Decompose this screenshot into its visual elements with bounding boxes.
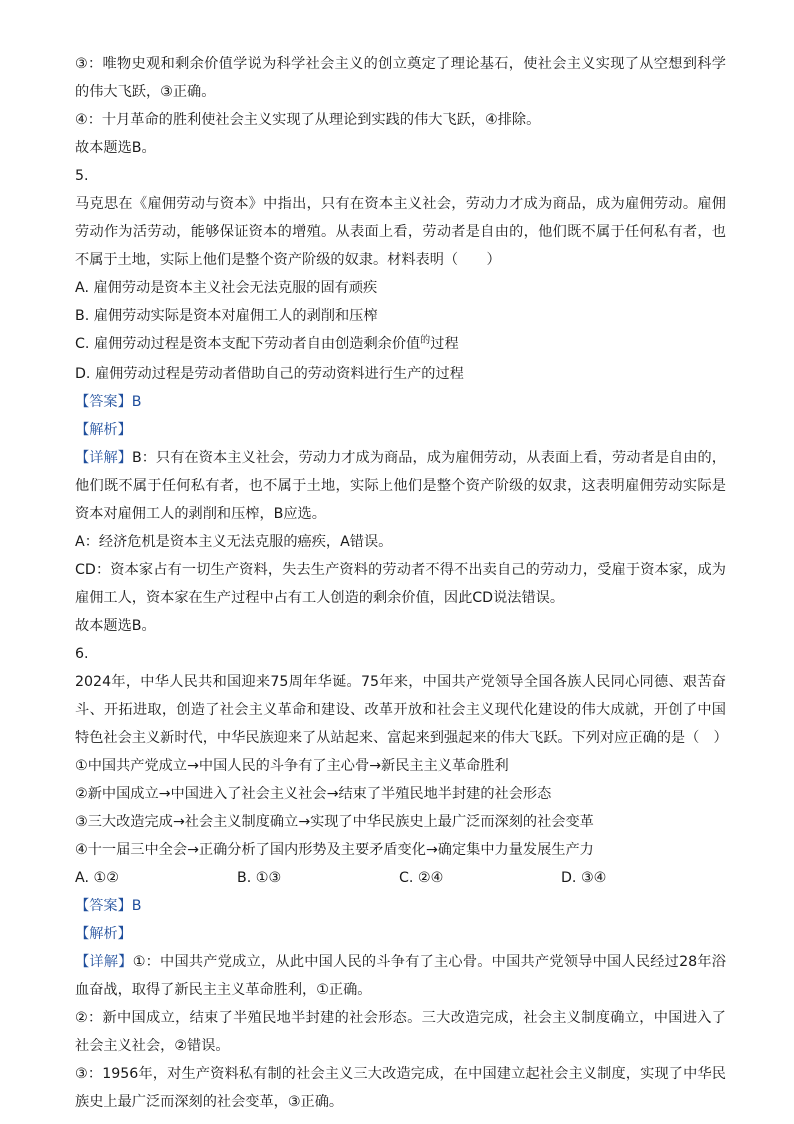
- q5-detail-tag: 【详解】: [75, 450, 132, 466]
- q5-detail: [75, 444, 726, 528]
- q5-option-c-sup: 的: [420, 335, 431, 346]
- q5-stem: 马克思在《雇佣劳动与资本》中指出，只有在资本主义社会，劳动力才成为商品，成为雇佣劳动。雇佣劳动作为活劳动，能够保证资本的增殖。从表面上看，劳动者是自由的，他们既不属于任何私有者，也不属于土地，实际上他们是整个资产阶级的奴隶。材料表明（ ）: [75, 196, 726, 268]
- q5-analysis-tag: 【解析】: [75, 422, 132, 438]
- q6-option-b: B. ①③: [237, 870, 282, 886]
- q6-detail-text: ①：中国共产党成立，从此中国人民的斗争有了主心骨。中国共产党领导中国人民经过28年浴血奋战，取得了新民主主义革命胜利，①正确。: [75, 954, 726, 998]
- q5-explain-a: A：经济危机是资本主义无法克服的癌疾，A错误。: [75, 534, 393, 550]
- q6-options: [75, 864, 726, 892]
- q6-item1: ①中国共产党成立→中国人民的斗争有了主心骨→新民主主义革命胜利: [75, 758, 509, 774]
- q6-analysis-tag: 【解析】: [75, 926, 132, 942]
- q6-explain-3: ③：1956年，对生产资料私有制的社会主义三大改造完成，在中国建立起社会主义制度，实现了中华民族史上最广泛而深刻的社会变革，③正确。: [75, 1066, 727, 1110]
- q5-conclusion: 故本题选B。: [75, 618, 156, 634]
- q6-answer: 【答案】B: [75, 898, 142, 914]
- q5-option-b: B. 雇佣劳动实际是资本对雇佣工人的剥削和压榨: [75, 308, 378, 324]
- q5-option-c: [75, 330, 726, 360]
- q5-option-d: D. 雇佣劳动过程是劳动者借助自己的劳动资料进行生产的过程: [75, 366, 464, 382]
- q5-option-a: A. 雇佣劳动是资本主义社会无法克服的固有顽疾: [75, 280, 378, 296]
- q6-explain-2: ②：新中国成立，结束了半殖民地半封建的社会形态。三大改造完成，社会主义制度确立，中国进入了社会主义社会，②错误。: [75, 1010, 726, 1054]
- q5-option-c-end: 过程: [430, 336, 459, 352]
- q5-explain-cd: CD：资本家占有一切生产资料，失去生产资料的劳动者不得不出卖自己的劳动力，受雇于资本家，成为雇佣工人，资本家在生产过程中占有工人创造的剩余价值，因此CD说法错误。: [75, 562, 726, 606]
- q6-option-d: D. ③④: [561, 870, 607, 886]
- q6-stem: 2024年，中华人民共和国迎来75周年华诞。75年来，中国共产党领导全国各族人民同心同德、艰苦奋斗、开拓进取，创造了社会主义革命和建设、改革开放和社会主义现代化建设的伟大成就，开创了中国特色社会主义新时代，中华民族迎来了从站起来、富起来到强起来的伟大飞跃。下列对应正确的是（ ）: [75, 674, 728, 746]
- q5-answer: 【答案】B: [75, 394, 142, 410]
- q5-option-c-main: C. 雇佣劳动过程是资本支配下劳动者自由创造剩余价值: [75, 336, 421, 352]
- q6-item2: ②新中国成立→中国进入了社会主义社会→结束了半殖民地半封建的社会形态: [75, 786, 552, 802]
- q4-conclusion: 故本题选B。: [75, 140, 156, 156]
- q6-option-c: C. ②④: [399, 870, 444, 886]
- q6-detail-tag: 【详解】: [75, 954, 133, 970]
- q6-detail: [75, 948, 726, 1004]
- q4-explain-item4: ④：十月革命的胜利使社会主义实现了从理论到实践的伟大飞跃，④排除。: [75, 112, 541, 128]
- q6-item4: ④十一届三中全会→正确分析了国内形势及主要矛盾变化→确定集中力量发展生产力: [75, 842, 594, 858]
- q6-option-a: A. ①②: [75, 870, 119, 886]
- q6-item3: ③三大改造完成→社会主义制度确立→实现了中华民族史上最广泛而深刻的社会变革: [75, 814, 594, 830]
- q5-number: 5.: [75, 168, 89, 184]
- q4-explain-item3: ③：唯物史观和剩余价值学说为科学社会主义的创立奠定了理论基石，使社会主义实现了从空想到科学的伟大飞跃，③正确。: [75, 56, 726, 100]
- q6-number: 6.: [75, 646, 89, 662]
- q5-detail-text: B：只有在资本主义社会，劳动力才成为商品，成为雇佣劳动，从表面上看，劳动者是自由的，他们既不属于任何私有者，也不属于土地，实际上他们是整个资产阶级的奴隶，这表明雇佣劳动实际是资本对雇佣工人的剥削和压榨，B应选。: [75, 450, 726, 522]
